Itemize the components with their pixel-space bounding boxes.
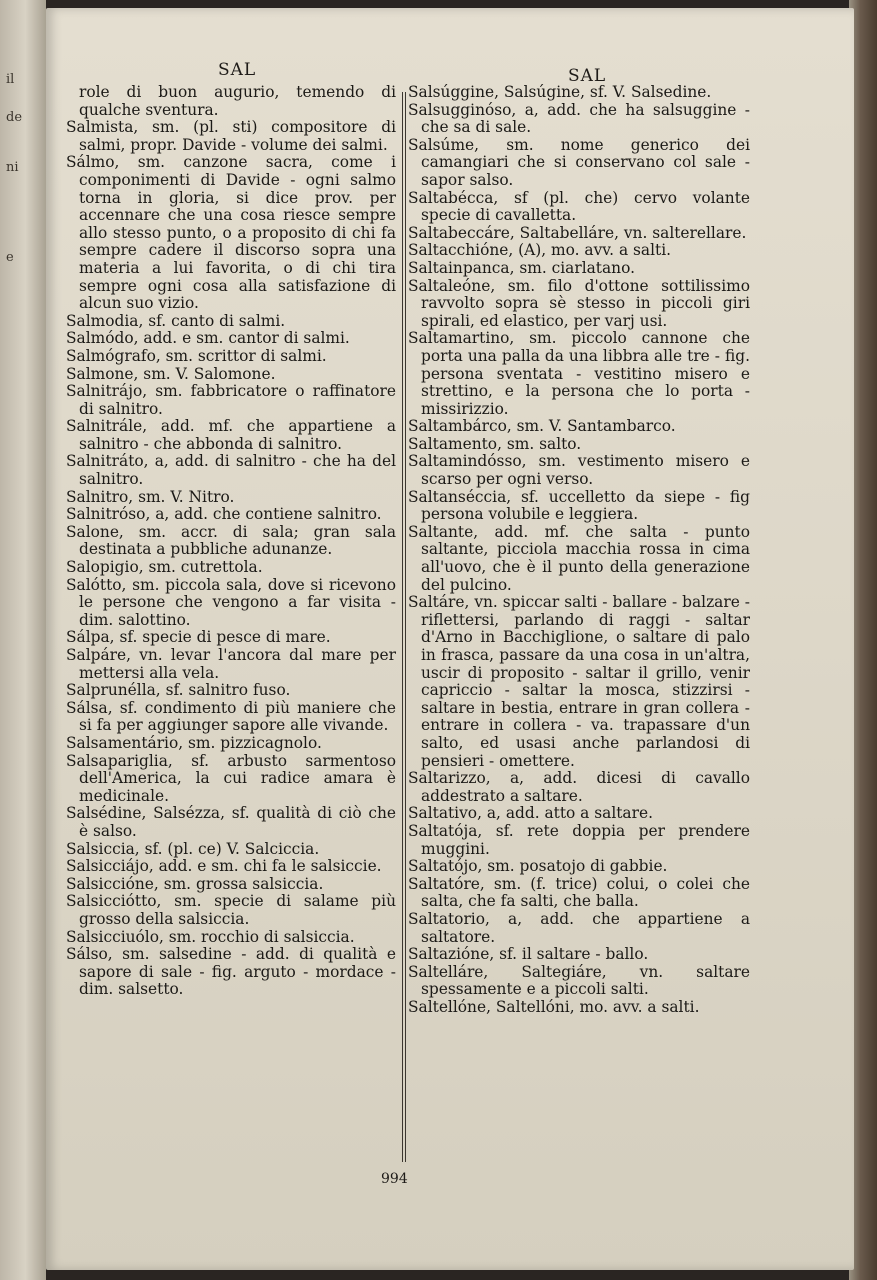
dictionary-entry: Salsamentário, sm. pizzicagnolo. [66, 733, 322, 752]
column-rule [402, 92, 403, 1162]
page-number: 994 [381, 1171, 408, 1187]
left-page-fragment: il [6, 72, 15, 87]
right-column [408, 84, 750, 1016]
dictionary-entry: Salsúggine, Salsúgine, sf. V. Salsedine. [408, 83, 712, 101]
dictionary-entry: role di buon augurio, temendo di qualche sventura. [79, 83, 396, 119]
dictionary-entry: Salsiccia, sf. (pl. ce) V. Salciccia. [66, 839, 320, 858]
dictionary-entry: Salnitro, sm. V. Nitro. [66, 487, 235, 506]
left-page-edge [0, 0, 46, 1280]
dictionary-entry: Saltambárco, sm. V. Santambarco. [408, 417, 676, 436]
dictionary-entry: Salnitráto, a, add. di salnitro - che ha del salnitro. [66, 452, 396, 489]
left-page-fragment: de [6, 110, 23, 125]
dictionary-entry: Salsicciuólo, sm. rocchio di salsiccia. [66, 927, 355, 946]
dictionary-entry: Salone, sm. accr. di sala; gran sala destinata a pubbliche adunanze. [66, 522, 396, 559]
dictionary-entry: Salnitrájo, sm. fabbricatore o raffinatore di salnitro. [66, 382, 396, 418]
left-column [66, 84, 396, 999]
dictionary-entry: Sálso, sm. salsedine - add. di qualità e sapore di sale - fig. arguto - mordace - dim. salsetto. [66, 945, 396, 999]
dictionary-entry: Saltativo, a, add. atto a saltare. [408, 804, 653, 823]
dictionary-entry: Saltamindósso, sm. vestimento misero e scarso per ogni verso. [408, 452, 750, 489]
dictionary-entry: Saltáre, vn. spiccar salti - ballare - balzare - riflettersi, parlando di raggi - saltar d'Arno in Bacchiglione, o saltare di palo in frasca, passare da una cosa in un'altra, uscir di proposito - saltar il grillo, venir capriccio - saltar la mosca, stizzirsi - saltare in bestia, entrare in gran collera - entrare in collera - va. trapassare d'un salto, ed usasi anche parlandosi di pensieri - omettere. [408, 593, 750, 770]
dictionary-page [46, 8, 854, 1270]
dictionary-entry: Saltelláre, Saltegiáre, vn. saltare spessamente e a piccoli salti. [408, 962, 750, 999]
dictionary-entry: Saltellóne, Saltellóni, mo. avv. a salti. [408, 997, 700, 1016]
dictionary-entry: Salótto, sm. piccola sala, dove si ricevono le persone che vengono a far visita - dim. salottino. [66, 575, 396, 629]
dictionary-entry: Sálmo, sm. canzone sacra, come i componimenti di Davide - ogni salmo torna in gloria, si dice prov. per accennare che una cosa riesce sempre allo stesso punto, o a proposito di chi fa sempre cadere il discorso sopra una materia a lui favorita, o di chi tira sempre ogni cosa alla satisfazione di alcun suo vizio. [66, 153, 396, 313]
column-rule [405, 92, 406, 1162]
dictionary-entry: Salsapariglia, sf. arbusto sarmentoso dell'America, la cui radice amara è medicinale. [66, 751, 396, 805]
dictionary-entry: Saltabécca, sf (pl. che) cervo volante specie di cavalletta. [408, 188, 750, 225]
dictionary-entry: Saltainpanca, sm. ciarlatano. [408, 258, 635, 277]
dictionary-entry: Salpáre, vn. levar l'ancora dal mare per mettersi alla vela. [66, 646, 396, 682]
dictionary-entry: Salsúme, sm. nome generico dei camangiari che si conservano col sale - sapor salso. [408, 135, 750, 189]
dictionary-entry: Saltante, add. mf. che salta - punto saltante, picciola macchia rossa in cima all'uovo, che è il punto della generazione del pulcino. [408, 522, 750, 594]
dictionary-entry: Saltamartino, sm. piccolo cannone che porta una palla da una libbra alle tre - fig. persona sventata - vestitino misero e strettino, e la persona che lo porta - missirizzio. [408, 329, 750, 418]
dictionary-entry: Saltaleóne, sm. filo d'ottone sottilissimo ravvolto sopra sè stesso in piccoli giri spirali, ed elastico, per varj usi. [408, 276, 750, 330]
dictionary-entry: Saltatója, sf. rete doppia per prendere muggini. [408, 821, 750, 858]
dictionary-entry: Saltarizzo, a, add. dicesi di cavallo addestrato a saltare. [408, 769, 750, 805]
dictionary-entry: Salmone, sm. V. Salomone. [66, 364, 276, 383]
dictionary-entry: Saltabeccáre, Saltabelláre, vn. salterellare. [408, 223, 747, 242]
dictionary-entry: Saltacchióne, (A), mo. avv. a salti. [408, 241, 672, 260]
dictionary-entry: Saltamento, sm. salto. [408, 434, 582, 453]
dictionary-entry: Saltatóre, sm. (f. trice) colui, o colei che salta, che fa salti, che balla. [408, 874, 750, 911]
dictionary-entry: Salsugginóso, a, add. che ha salsuggine - che sa di sale. [408, 100, 750, 137]
dictionary-entry: Salmodia, sf. canto di salmi. [66, 311, 286, 330]
dictionary-entry: Saltatójo, sm. posatojo di gabbie. [408, 857, 668, 876]
dictionary-entry: Saltanséccia, sf. uccelletto da siepe - fig persona volubile e leggiera. [408, 487, 750, 524]
dictionary-entry: Salsiccióne, sm. grossa salsiccia. [66, 874, 324, 893]
running-head-left: SAL [218, 60, 257, 80]
dictionary-entry: Salsicciájo, add. e sm. chi fa le salsiccie. [66, 857, 382, 876]
dictionary-entry: Salmógrafo, sm. scrittor di salmi. [66, 346, 327, 365]
dictionary-entry: Salmódo, add. e sm. cantor di salmi. [66, 329, 350, 348]
dictionary-entry: Salprunélla, sf. salnitro fuso. [66, 681, 291, 700]
dictionary-entry: Sálpa, sf. specie di pesce di mare. [66, 628, 331, 647]
dictionary-entry: Salopigio, sm. cutrettola. [66, 558, 263, 577]
dictionary-entry: Salmista, sm. (pl. sti) compositore di salmi, propr. Davide - volume dei salmi. [66, 118, 396, 154]
running-head-right: SAL [568, 66, 607, 86]
dictionary-entry: Saltazióne, sf. il saltare - ballo. [408, 945, 649, 964]
dictionary-entry: Saltatorio, a, add. che appartiene a saltatore. [408, 909, 750, 946]
dictionary-entry: Salnitrále, add. mf. che appartiene a salnitro - che abbonda di salnitro. [66, 417, 396, 453]
dictionary-entry: Salsicciótto, sm. specie di salame più grosso della salsiccia. [66, 892, 396, 928]
left-page-fragment: e [6, 250, 14, 265]
dictionary-entry: Sálsa, sf. condimento di più maniere che si fa per aggiunger sapore alle vivande. [66, 698, 396, 735]
dictionary-entry: Salsédine, Salsézza, sf. qualità di ciò che è salso. [66, 804, 396, 840]
left-page-fragment: ni [6, 160, 19, 175]
dictionary-entry: Salnitróso, a, add. che contiene salnitro. [66, 505, 382, 524]
